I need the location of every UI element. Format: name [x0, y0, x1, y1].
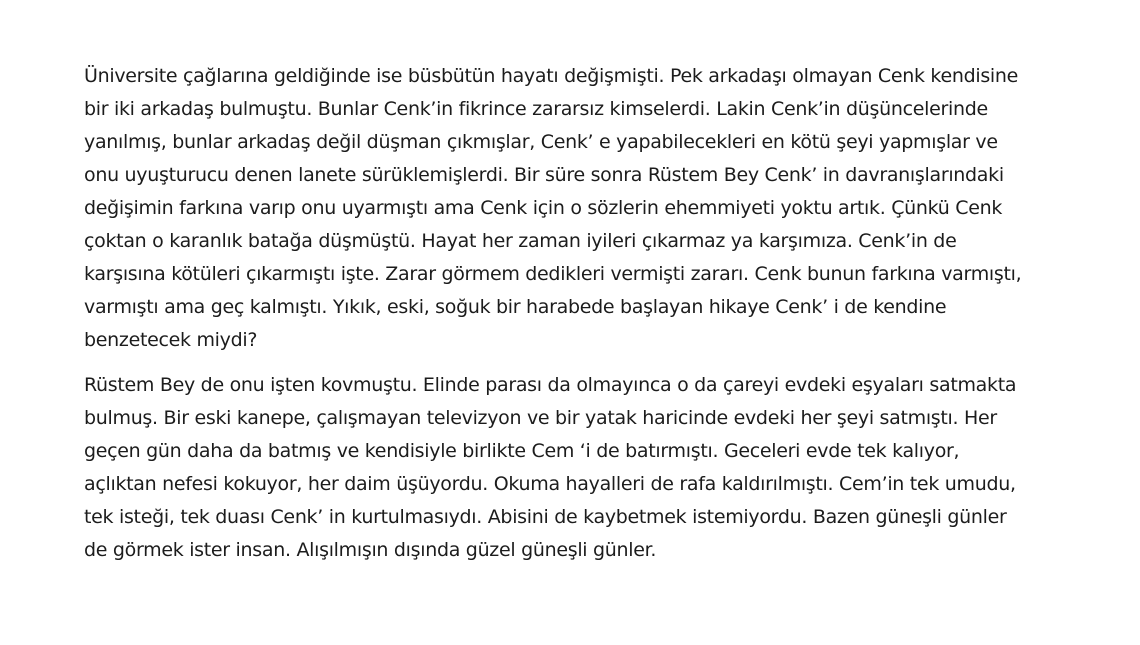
text-line: de görmek ister insan. Alışılmışın dışında güzel güneşli günler.	[84, 539, 657, 561]
text-line: bir iki arkadaş bulmuştu. Bunlar Cenk’in fikrince zararsız kimselerdi. Lakin Cenk’in düşüncelerinde	[84, 98, 988, 120]
text-line: benzetecek miydi?	[84, 329, 258, 351]
document-page	[84, 60, 1094, 567]
text-line: bulmuş. Bir eski kanepe, çalışmayan televizyon ve bir yatak haricinde evdeki her şeyi satmıştı. Her	[84, 407, 997, 429]
paragraph-2	[84, 369, 1094, 567]
text-line: varmıştı ama geç kalmıştı. Yıkık, eski, soğuk bir harabede başlayan hikaye Cenk’ i de kendine	[84, 296, 947, 318]
text-line: çoktan o karanlık batağa düşmüştü. Hayat her zaman iyileri çıkarmaz ya karşımıza. Cenk’in de	[84, 230, 957, 252]
text-line: tek isteği, tek duası Cenk’ in kurtulmasıydı. Abisini de kaybetmek istemiyordu. Bazen güneşli günler	[84, 506, 1007, 528]
text-line: açlıktan nefesi kokuyor, her daim üşüyordu. Okuma hayalleri de rafa kaldırılmıştı. Cem’in tek umudu,	[84, 473, 1016, 495]
text-line: yanılmış, bunlar arkadaş değil düşman çıkmışlar, Cenk’ e yapabilecekleri en kötü şeyi yapmışlar ve	[84, 131, 998, 153]
text-line: değişimin farkına varıp onu uyarmıştı ama Cenk için o sözlerin ehemmiyeti yoktu artık. Çünkü Cenk	[84, 197, 1003, 219]
paragraph-1	[84, 60, 1094, 357]
text-line: Rüstem Bey de onu işten kovmuştu. Elinde parası da olmayınca o da çareyi evdeki eşyaları satmakta	[84, 374, 1017, 396]
text-line: onu uyuşturucu denen lanete sürüklemişlerdi. Bir süre sonra Rüstem Bey Cenk’ in davranışlarındaki	[84, 164, 1004, 186]
text-line: Üniversite çağlarına geldiğinde ise büsbütün hayatı değişmişti. Pek arkadaşı olmayan Cenk kendisine	[84, 65, 1019, 87]
text-line: geçen gün daha da batmış ve kendisiyle birlikte Cem ‘i de batırmıştı. Geceleri evde tek kalıyor,	[84, 440, 960, 462]
text-line: karşısına kötüleri çıkarmıştı işte. Zarar görmem dedikleri vermişti zararı. Cenk bunun farkına varmıştı,	[84, 263, 1022, 285]
